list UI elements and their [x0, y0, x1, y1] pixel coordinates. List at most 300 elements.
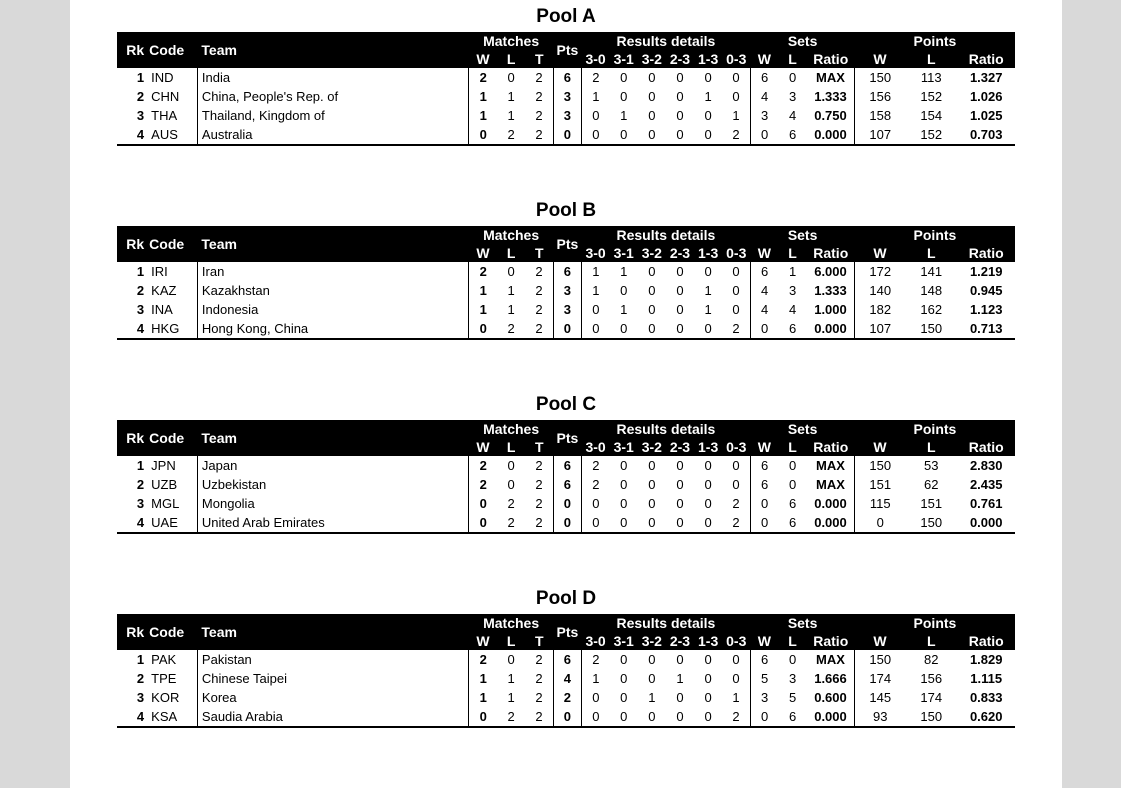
cell-sl: 0 [788, 458, 797, 473]
cell-rk: 2 [136, 89, 145, 104]
header-sets: Sets [750, 420, 855, 438]
cell-r32: 0 [638, 707, 666, 727]
cell-code: CHN [151, 89, 180, 104]
cell-w: 0 [469, 125, 497, 145]
cell-pl: 82 [924, 652, 939, 667]
cell-pw: 145 [855, 688, 905, 707]
cell-code: PAK [151, 652, 177, 667]
table-row [117, 68, 1015, 87]
cell-pw: 174 [855, 669, 905, 688]
cell-sw: 4 [750, 300, 778, 319]
standings-table [117, 32, 1015, 146]
cell-w: 0 [469, 494, 497, 513]
cell-code: UAE [147, 513, 197, 533]
cell-r23: 1 [676, 671, 684, 686]
cell-sw: 3 [750, 106, 778, 125]
cell-team: Uzbekistan [197, 475, 468, 494]
cell-r32: 0 [638, 125, 666, 145]
table-row [117, 707, 1015, 727]
cell-r30: 1 [592, 89, 600, 104]
cell-r23: 0 [666, 513, 694, 533]
cell-sl: 6 [778, 319, 806, 339]
cell-pts: 6 [553, 475, 581, 494]
header-matches-w: W [469, 50, 497, 68]
table-row [117, 650, 1015, 669]
header-matches-t: T [525, 244, 553, 262]
cell-pl: 113 [920, 70, 942, 85]
header-sets-l: L [778, 244, 806, 262]
cell-rk: 3 [136, 690, 145, 705]
cell-pl: 62 [924, 477, 939, 492]
cell-sl: 6 [778, 513, 806, 533]
cell-r03: 2 [722, 513, 750, 533]
cell-r13: 0 [704, 496, 712, 511]
table-row [117, 125, 1015, 145]
cell-w: 1 [469, 669, 497, 688]
cell-t: 2 [535, 496, 543, 511]
standings-table [117, 226, 1015, 340]
cell-pts: 3 [553, 106, 581, 125]
cell-pl: 150 [905, 707, 957, 727]
header-code: Code [147, 226, 197, 262]
header-result-r13: 1-3 [694, 50, 722, 68]
header-team: Team [197, 614, 468, 650]
header-result-r32: 3-2 [638, 244, 666, 262]
header-result-r31: 3-1 [610, 438, 638, 456]
cell-r03: 1 [732, 108, 740, 123]
cell-pw: 182 [855, 300, 905, 319]
cell-l: 0 [507, 70, 515, 85]
cell-r32: 0 [648, 671, 656, 686]
cell-r31: 0 [620, 690, 628, 705]
header-points-w: W [855, 438, 905, 456]
cell-team: Iran [197, 262, 468, 281]
cell-t: 2 [535, 283, 543, 298]
cell-sr: 0.750 [814, 108, 847, 123]
cell-r30: 0 [581, 319, 609, 339]
cell-r03: 0 [732, 671, 740, 686]
cell-r03: 2 [732, 496, 740, 511]
table-row [117, 87, 1015, 106]
header-code: Code [147, 420, 197, 456]
header-result-r13: 1-3 [694, 632, 722, 650]
cell-r32: 0 [648, 302, 656, 317]
header-points-ratio: Ratio [957, 244, 1015, 262]
cell-l: 1 [507, 89, 515, 104]
cell-pr: 1.829 [969, 652, 1003, 667]
cell-r30: 0 [592, 496, 600, 511]
cell-pl: 148 [920, 283, 943, 298]
cell-code: THA [151, 108, 178, 123]
document-page [70, 0, 1062, 788]
pool-d-section [117, 588, 1015, 728]
cell-r13: 0 [694, 125, 722, 145]
cell-pr: 1.026 [969, 89, 1003, 104]
cell-pw: 0 [855, 513, 905, 533]
table-row [117, 281, 1015, 300]
cell-r30: 2 [592, 70, 600, 85]
standings-table [117, 614, 1015, 728]
pool-a-section [117, 6, 1015, 146]
cell-pl: 174 [920, 690, 943, 705]
cell-r31: 0 [620, 496, 628, 511]
header-matches-w: W [469, 244, 497, 262]
cell-t: 2 [535, 302, 543, 317]
cell-w: 1 [469, 106, 497, 125]
header-result-r23: 2-3 [666, 244, 694, 262]
header-team: Team [197, 32, 468, 68]
cell-l: 1 [507, 108, 515, 123]
cell-r32: 0 [648, 652, 656, 667]
cell-sr: 1.000 [814, 302, 847, 317]
cell-w: 2 [469, 475, 497, 494]
cell-rk: 3 [136, 302, 145, 317]
cell-r32: 0 [648, 264, 656, 279]
cell-code: UZB [151, 477, 178, 492]
header-rank: Rk [117, 614, 147, 650]
table-row [117, 475, 1015, 494]
header-result-r03: 0-3 [722, 438, 750, 456]
header-result-r03: 0-3 [722, 50, 750, 68]
table-row [117, 456, 1015, 475]
cell-pts: 4 [553, 669, 581, 688]
table-row [117, 262, 1015, 281]
cell-sw: 6 [750, 475, 778, 494]
header-points-w: W [855, 244, 905, 262]
cell-rk: 2 [136, 283, 145, 298]
cell-sl: 0 [788, 652, 797, 667]
cell-r30: 0 [581, 125, 609, 145]
cell-r23: 0 [676, 458, 684, 473]
cell-pl: 162 [920, 302, 943, 317]
header-results-details: Results details [581, 32, 750, 50]
cell-sw: 0 [750, 707, 778, 727]
pool-b-section [117, 200, 1015, 340]
cell-r13: 0 [704, 690, 712, 705]
header-code: Code [147, 32, 197, 68]
header-pts: Pts [553, 614, 581, 650]
header-points-w: W [855, 50, 905, 68]
cell-w: 0 [469, 319, 497, 339]
header-result-r30: 3-0 [581, 632, 609, 650]
cell-r32: 0 [638, 513, 666, 533]
cell-team: Thailand, Kingdom of [197, 106, 468, 125]
cell-r30: 0 [592, 302, 600, 317]
cell-team: Indonesia [197, 300, 468, 319]
cell-r31: 0 [610, 319, 638, 339]
cell-code: IND [151, 70, 174, 85]
cell-sl: 1 [788, 264, 797, 279]
cell-team: Kazakhstan [197, 281, 468, 300]
cell-r23: 0 [676, 89, 684, 104]
cell-pr: 1.025 [969, 108, 1003, 123]
cell-r32: 0 [638, 319, 666, 339]
cell-sl: 3 [788, 671, 797, 686]
cell-w: 2 [469, 456, 497, 475]
cell-code: HKG [147, 319, 197, 339]
cell-l: 2 [497, 513, 525, 533]
cell-r30: 0 [581, 513, 609, 533]
cell-t: 2 [535, 671, 543, 686]
header-result-r13: 1-3 [694, 244, 722, 262]
cell-sl: 4 [788, 302, 797, 317]
cell-r03: 0 [732, 458, 740, 473]
cell-code: KSA [147, 707, 197, 727]
cell-code: MGL [151, 496, 180, 511]
cell-w: 2 [469, 262, 497, 281]
header-result-r32: 3-2 [638, 632, 666, 650]
header-result-r30: 3-0 [581, 244, 609, 262]
pool-title: Pool A [536, 6, 596, 27]
cell-pr: 0.945 [969, 283, 1003, 298]
cell-r30: 1 [592, 671, 600, 686]
cell-r13: 1 [704, 302, 712, 317]
cell-rk: 4 [117, 125, 147, 145]
cell-r32: 0 [648, 496, 656, 511]
cell-r31: 0 [620, 671, 628, 686]
cell-pr: 1.123 [969, 302, 1003, 317]
header-points-ratio: Ratio [957, 50, 1015, 68]
cell-team: India [197, 68, 468, 87]
cell-r13: 0 [704, 264, 712, 279]
cell-r31: 0 [610, 707, 638, 727]
cell-sr: MAX [816, 70, 845, 85]
header-matches: Matches [469, 614, 553, 632]
cell-r30: 2 [592, 477, 600, 492]
header-points-w: W [855, 632, 905, 650]
cell-pts: 6 [553, 68, 581, 87]
cell-rk: 1 [136, 70, 145, 85]
header-sets-l: L [778, 50, 806, 68]
header-result-r23: 2-3 [666, 438, 694, 456]
cell-sl: 0 [788, 477, 797, 492]
cell-r23: 0 [676, 283, 684, 298]
header-points-ratio: Ratio [957, 438, 1015, 456]
cell-sr: 0.000 [807, 707, 855, 727]
cell-r23: 0 [676, 302, 684, 317]
cell-pw: 172 [855, 262, 905, 281]
cell-sr: MAX [816, 652, 845, 667]
header-result-r23: 2-3 [666, 50, 694, 68]
cell-t: 2 [535, 477, 543, 492]
cell-sw: 4 [750, 281, 778, 300]
cell-sl: 5 [788, 690, 797, 705]
cell-r32: 0 [648, 70, 656, 85]
header-result-r31: 3-1 [610, 50, 638, 68]
header-matches-w: W [469, 632, 497, 650]
cell-pl: 152 [905, 125, 957, 145]
cell-pr: 1.219 [969, 264, 1003, 279]
cell-r32: 0 [648, 283, 656, 298]
cell-r13: 0 [694, 513, 722, 533]
cell-rk: 1 [136, 264, 145, 279]
cell-r23: 0 [666, 707, 694, 727]
cell-sr: 1.333 [814, 89, 847, 104]
cell-rk: 4 [117, 707, 147, 727]
cell-rk: 4 [117, 513, 147, 533]
pool-c-section [117, 394, 1015, 534]
header-sets-w: W [750, 438, 778, 456]
cell-pw: 115 [855, 494, 905, 513]
header-sets-ratio: Ratio [807, 244, 855, 262]
cell-r32: 1 [648, 690, 656, 705]
cell-sw: 6 [750, 262, 778, 281]
cell-r13: 0 [704, 671, 712, 686]
cell-rk: 3 [136, 496, 145, 511]
header-matches-l: L [497, 244, 525, 262]
cell-sw: 3 [750, 688, 778, 707]
cell-sr: 0.000 [807, 125, 855, 145]
cell-sr: 0.000 [807, 319, 855, 339]
cell-l: 2 [497, 125, 525, 145]
cell-pr: 0.703 [957, 125, 1015, 145]
cell-l: 1 [507, 302, 515, 317]
header-matches-t: T [525, 50, 553, 68]
cell-w: 1 [469, 300, 497, 319]
cell-r13: 0 [704, 477, 712, 492]
cell-team: Chinese Taipei [197, 669, 468, 688]
cell-sr: 1.333 [814, 283, 847, 298]
cell-r03: 0 [732, 283, 740, 298]
cell-r13: 0 [694, 319, 722, 339]
cell-w: 2 [469, 650, 497, 669]
pool-title: Pool D [535, 588, 597, 609]
cell-r30: 2 [592, 458, 600, 473]
cell-pl: 156 [920, 671, 943, 686]
cell-rk: 2 [136, 477, 145, 492]
header-sets-ratio: Ratio [807, 632, 855, 650]
cell-r30: 0 [592, 690, 600, 705]
cell-w: 1 [469, 281, 497, 300]
cell-r03: 2 [722, 319, 750, 339]
cell-t: 2 [525, 513, 553, 533]
header-points: Points [855, 614, 1015, 632]
cell-pl: 53 [924, 458, 939, 473]
cell-team: China, People's Rep. of [197, 87, 468, 106]
cell-w: 1 [469, 87, 497, 106]
cell-sr: 0.000 [807, 513, 855, 533]
cell-code: INA [151, 302, 173, 317]
cell-sw: 4 [750, 87, 778, 106]
cell-team: Hong Kong, China [197, 319, 468, 339]
cell-r31: 0 [620, 89, 628, 104]
cell-sl: 3 [788, 283, 797, 298]
cell-r23: 0 [676, 264, 684, 279]
cell-r13: 0 [704, 108, 712, 123]
cell-r31: 0 [620, 458, 628, 473]
table-row [117, 300, 1015, 319]
cell-r03: 2 [722, 707, 750, 727]
cell-t: 2 [535, 89, 543, 104]
header-code: Code [147, 614, 197, 650]
cell-l: 1 [507, 690, 515, 705]
cell-r32: 0 [648, 89, 656, 104]
cell-pl: 150 [905, 513, 957, 533]
cell-team: Japan [197, 456, 468, 475]
cell-sr: 6.000 [814, 264, 847, 279]
cell-t: 2 [525, 319, 553, 339]
table-row [117, 106, 1015, 125]
header-sets-l: L [778, 632, 806, 650]
cell-l: 2 [507, 496, 515, 511]
cell-l: 0 [507, 652, 515, 667]
cell-r23: 0 [676, 496, 684, 511]
cell-r31: 0 [620, 477, 628, 492]
cell-pts: 3 [553, 87, 581, 106]
header-result-r32: 3-2 [638, 50, 666, 68]
cell-sw: 0 [750, 319, 778, 339]
cell-pl: 141 [920, 264, 943, 279]
header-matches: Matches [469, 32, 553, 50]
cell-r23: 0 [666, 319, 694, 339]
header-matches-l: L [497, 438, 525, 456]
header-sets: Sets [750, 226, 855, 244]
cell-r31: 1 [620, 264, 628, 279]
cell-code: KAZ [151, 283, 177, 298]
cell-sl: 6 [778, 125, 806, 145]
cell-rk: 1 [136, 458, 145, 473]
cell-t: 2 [525, 707, 553, 727]
cell-sw: 0 [750, 494, 778, 513]
cell-pw: 151 [855, 475, 905, 494]
header-sets-w: W [750, 632, 778, 650]
cell-t: 2 [525, 125, 553, 145]
table-row [117, 319, 1015, 339]
header-matches-l: L [497, 632, 525, 650]
cell-pts: 0 [553, 707, 581, 727]
cell-rk: 4 [117, 319, 147, 339]
header-points-l: L [905, 50, 957, 68]
cell-code: KOR [151, 690, 180, 705]
cell-team: Korea [197, 688, 468, 707]
cell-code: AUS [147, 125, 197, 145]
header-sets-ratio: Ratio [807, 50, 855, 68]
cell-sw: 6 [750, 650, 778, 669]
cell-pts: 0 [553, 319, 581, 339]
header-result-r03: 0-3 [722, 244, 750, 262]
cell-r13: 0 [694, 707, 722, 727]
header-team: Team [197, 420, 468, 456]
cell-sl: 4 [788, 108, 797, 123]
header-matches-t: T [525, 438, 553, 456]
cell-r30: 1 [592, 264, 600, 279]
cell-pw: 107 [855, 125, 905, 145]
cell-pr: 1.327 [969, 70, 1003, 85]
header-points: Points [855, 226, 1015, 244]
cell-r23: 0 [676, 652, 684, 667]
cell-r23: 0 [676, 477, 684, 492]
header-points: Points [855, 32, 1015, 50]
cell-r13: 0 [704, 458, 712, 473]
cell-sr: 1.666 [814, 671, 847, 686]
cell-sr: MAX [816, 458, 845, 473]
cell-pw: 93 [855, 707, 905, 727]
cell-pw: 158 [855, 106, 905, 125]
header-rank: Rk [117, 226, 147, 262]
cell-pts: 3 [553, 281, 581, 300]
cell-pl: 150 [905, 319, 957, 339]
cell-l: 2 [497, 707, 525, 727]
header-points-ratio: Ratio [957, 632, 1015, 650]
cell-pr: 0.000 [957, 513, 1015, 533]
cell-l: 0 [507, 458, 515, 473]
cell-sl: 6 [778, 707, 806, 727]
header-result-r30: 3-0 [581, 438, 609, 456]
cell-code: IRI [151, 264, 168, 279]
cell-pw: 140 [855, 281, 905, 300]
cell-team: Mongolia [197, 494, 468, 513]
cell-sr: 0.600 [814, 690, 847, 705]
